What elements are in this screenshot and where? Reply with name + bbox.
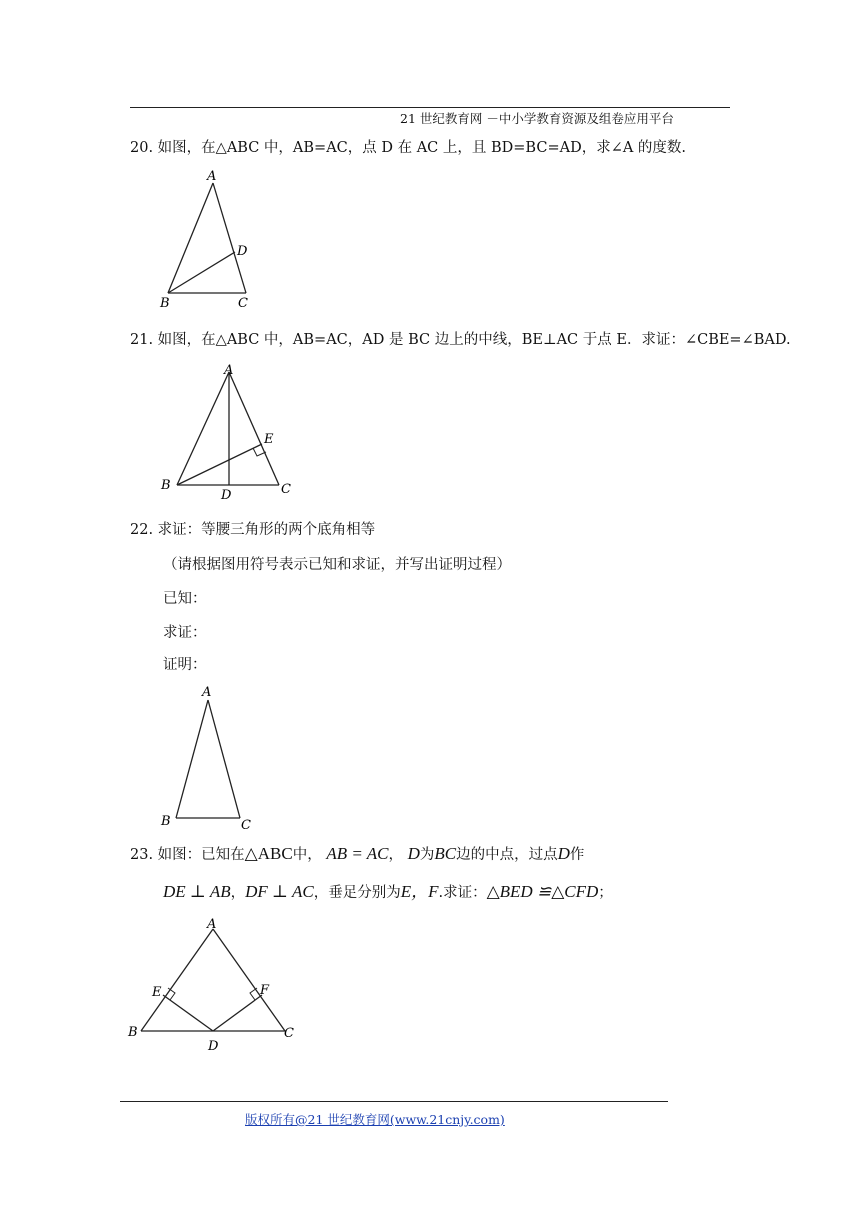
label-B: B [160, 296, 170, 311]
q23-text-i: ； [598, 885, 613, 901]
q23-congruence: △BED ≌△CFD [486, 882, 599, 901]
q23-df-perp-ac: DF ⊥ AC [245, 882, 314, 901]
label-A: A [207, 169, 217, 184]
q23-d2: D [557, 844, 570, 863]
prove-label: 求证： [163, 625, 207, 641]
label-A: A [202, 685, 212, 700]
label-E: E [264, 432, 274, 447]
footer-rule [120, 1101, 668, 1102]
q23-text-c: ， [388, 847, 403, 863]
figure-q20 [155, 165, 265, 315]
q23-tri-abc: △ABC [244, 844, 293, 863]
q23-text-f: 作 [569, 847, 585, 863]
label-C: C [281, 482, 291, 497]
question-23-line1 [130, 843, 584, 864]
label-C: C [284, 1026, 294, 1041]
q23-d1: D [407, 844, 420, 863]
q23-ef: E，F [400, 882, 439, 901]
header-text: 21 世纪教育网 －中小学教育资源及组卷应用平台 [400, 111, 674, 126]
label-B: B [128, 1025, 138, 1040]
q23-text-g: ，垂足分别为 [313, 885, 401, 901]
header-rule [130, 107, 730, 108]
label-D: D [221, 488, 232, 503]
label-B: B [161, 814, 171, 829]
label-C: C [241, 818, 251, 830]
label-A: A [207, 917, 217, 932]
question-22-text: 22. 求证：等腰三角形的两个底角相等 [130, 522, 376, 538]
q23-comma: ， [230, 885, 246, 901]
label-C: C [238, 296, 248, 311]
q23-text-a: 23. 如图：已知在 [130, 847, 245, 863]
label-E: E [152, 985, 162, 1000]
figure-q22 [155, 680, 265, 830]
footer-copyright-link[interactable]: 版权所有@21 世纪教育网(www.21cnjy.com) [245, 1112, 505, 1127]
q23-de-perp-ab: DE ⊥ AB [163, 882, 231, 901]
figure-q23 [122, 908, 302, 1058]
label-D: D [208, 1039, 219, 1054]
proof-label: 证明： [163, 657, 207, 673]
question-23-line2 [163, 877, 613, 902]
question-22-note: （请根据图用符号表示已知和求证，并写出证明过程） [163, 557, 511, 573]
label-A: A [224, 363, 234, 378]
question-21-text: 21. 如图，在△ABC 中，AB=AC，AD 是 BC 边上的中线，BE⊥AC 于点 E．求证：∠CBE=∠BAD. [130, 332, 791, 348]
q23-bc: BC [434, 844, 457, 863]
q23-text-d: 为 [419, 847, 435, 863]
q23-text-e: 边的中点，过点 [456, 847, 558, 863]
q23-text-b: 中， [292, 847, 322, 863]
label-B: B [161, 478, 171, 493]
q23-ab-eq-ac: AB = AC [326, 844, 389, 863]
figure-q21 [155, 358, 300, 503]
label-F: F [260, 983, 270, 998]
given-label: 已知： [163, 591, 207, 607]
label-D: D [237, 244, 248, 259]
question-20-text: 20. 如图，在△ABC 中，AB=AC，点 D 在 AC 上，且 BD=BC=AD，求∠A 的度数. [130, 140, 687, 156]
q23-text-h: .求证： [438, 885, 487, 901]
